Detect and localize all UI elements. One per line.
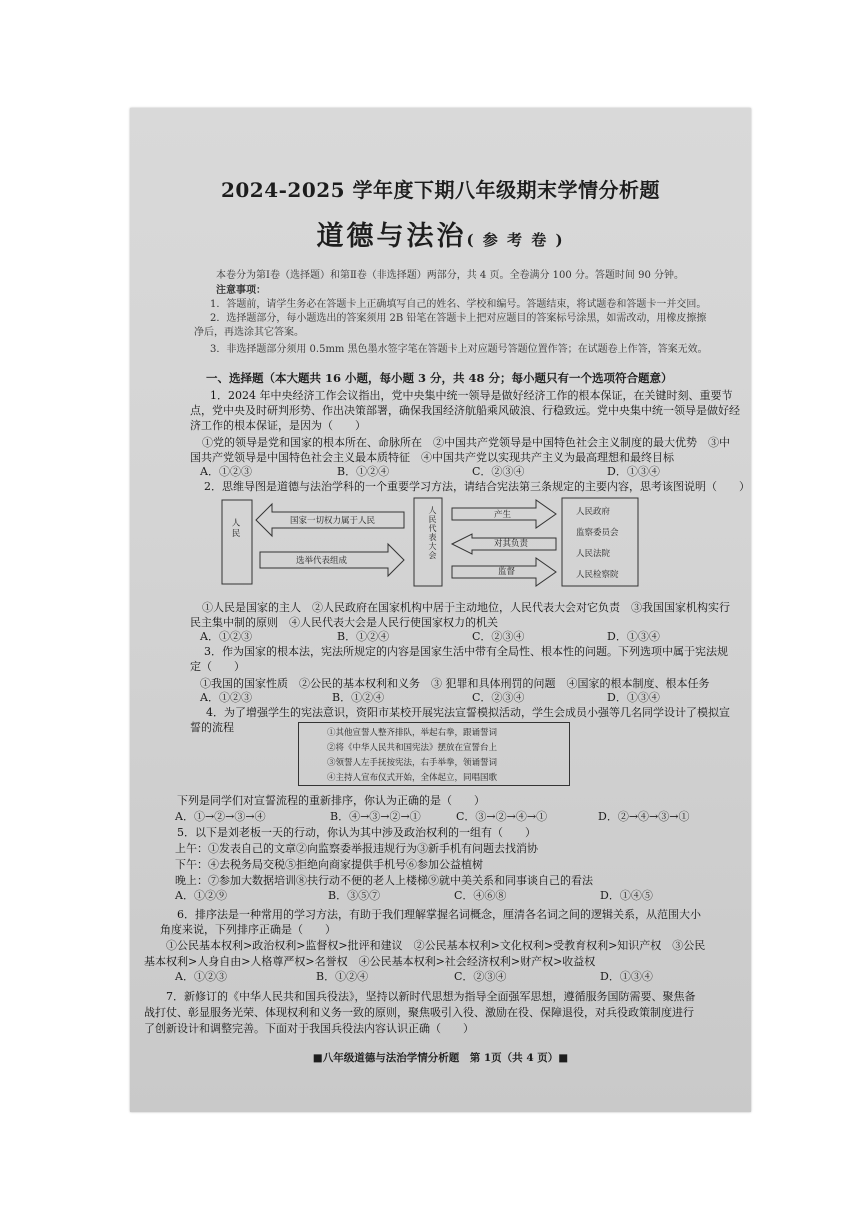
oath-step: ③领誓人左手抚按宪法，右手举拳，领诵誓词 (327, 758, 498, 768)
diagram-congress: 人民代表大会 (428, 506, 437, 560)
q3-line: ①我国的国家性质 ②公民的基本权利和义务 ③ 犯罪和具体刑罚的问题 ④国家的根本制度、根本任务 (200, 677, 710, 690)
q1-option-a: A．①②③ (200, 465, 252, 478)
q6-option-c: C．②③④ (454, 970, 507, 983)
q3-line: 3．作为国家的根本法，宪法所规定的内容是国家生活中带有全局性、根本性的问题。下列选项中属于宪法规 (204, 645, 728, 658)
q7-line: 7．新修订的《中华人民共和国兵役法》，坚持以新时代思想为指导全面强军思想，遵循服务国防需要、聚焦备 (166, 990, 696, 1003)
q3-option-b: B．①②④ (332, 691, 385, 704)
q2-option-c: C．②③④ (472, 630, 525, 643)
q2-line: ①人民是国家的主人 ②人民政府在国家机构中居于主动地位，人民代表大会对它负责 ③我国国家机构实行 (202, 601, 730, 614)
oath-steps-box (298, 722, 570, 786)
q5-line: 下午：④去税务局交税⑤拒绝向商家提供手机号⑥参加公益植树 (175, 858, 483, 871)
notice-heading: 注意事项： (216, 285, 266, 296)
q3-option-c: C．②③④ (472, 691, 525, 704)
q5-option-b: B．③⑤⑦ (328, 889, 381, 902)
diagram-organ: 监察委员会 (576, 528, 619, 538)
q7-line: 了创新设计和调整完善。下面对于我国兵役法内容认识正确（ ） (144, 1022, 474, 1035)
q2-line: 民主集中制的原则 ④人民代表大会是人民行使国家权力的机关 (190, 616, 498, 629)
q6-line: 角度来说，下列排序正确是（ ） (160, 923, 336, 936)
q2-option-a: A．①②③ (200, 630, 252, 643)
q4-line: 誓的流程 (190, 721, 234, 734)
q5-line: 晚上：⑦参加大数据培训⑧扶行动不便的老人上楼梯⑨就中美关系和同事谈自己的看法 (175, 874, 593, 887)
notice-item: 2．选择题部分，每小题选出的答案须用 2B 铅笔在答题卡上把对应题目的答案标号涂黑，如需改动，用橡皮擦擦 (210, 313, 707, 324)
notice-item: 1．答题前，请学生务必在答题卡上正确填写自己的姓名、学校和编号。答题结束，将试题卷和答题卡一并交回。 (210, 299, 707, 310)
oath-step: ④主持人宣布仪式开始，全体起立，同唱国歌 (327, 773, 498, 783)
q3-option-a: A．①②③ (200, 691, 252, 704)
q2-option-b: B．①②④ (337, 630, 390, 643)
q5-option-d: D．①④⑤ (600, 889, 653, 902)
q3-line: 定（ ） (190, 660, 245, 673)
q5-line: 上午：①发表自己的文章②向监察委举报违规行为③新手机有问题去找消协 (175, 842, 538, 855)
diagram-arrow-top: 国家一切权力属于人民 (290, 516, 376, 526)
q6-line: 基本权利>人身自由>人格尊严权>名誉权 ④公民基本权利>社会经济权利>财产权>收益权 (144, 955, 596, 968)
notice-item: 净后，再选涂其它答案。 (194, 327, 304, 338)
section-heading: 一、选择题（本大题共 16 小题，每小题 3 分，共 48 分；每小题只有一个选项符合题意） (206, 371, 673, 385)
q1-line: ①党的领导是党和国家的根本所在、命脉所在 ②中国共产党领导是中国特色社会主义制度的最大优势 ③中 (202, 436, 730, 449)
exam-paper (130, 108, 751, 1112)
oath-step: ②将《中华人民共和国宪法》摆放在宣誓台上 (327, 743, 498, 753)
q4-option-c: C．③→②→④→① (456, 810, 548, 823)
subject-note: ( 参 考 卷 ) (466, 231, 565, 249)
diagram-people: 人民 (230, 518, 240, 539)
q6-line: 6．排序法是一种常用的学习方法，有助于我们理解掌握名词概念，厘清各名词之间的逻辑关系，从范围大小 (177, 908, 701, 921)
q4-line: 4．为了增强学生的宪法意识，资阳市某校开展宪法宣誓模拟活动，学生会成员小强等几名同学设计了模拟宣 (206, 706, 730, 719)
diagram-shapes (220, 496, 690, 592)
q5-line: 5．以下是刘老板一天的行动，你认为其中涉及政治权利的一组有（ ） (177, 826, 536, 839)
q4-option-a: A．①→②→③→④ (175, 810, 266, 823)
q2-stem: 2．思维导图是道德与法治学科的一个重要学习方法，请结合宪法第三条规定的主要内容，思考该图说明（ ） (204, 480, 750, 493)
subject-title (130, 214, 751, 253)
q1-option-d: D．①③④ (607, 465, 660, 478)
diagram-organ: 人民法院 (576, 549, 611, 559)
q6-option-d: D．①③④ (600, 970, 653, 983)
q4-option-d: D．②→④→③→① (598, 810, 690, 823)
q2-option-d: D．①③④ (607, 630, 660, 643)
subject-name: 道德与法治 (316, 221, 467, 252)
q1-option-b: B．①②④ (337, 465, 390, 478)
q7-line: 战打仗、彰显服务光荣、体现权利和义务一致的原则，聚焦吸引入役、激励在役、保障退役，对兵役政策制度进行 (144, 1006, 694, 1019)
intro-text: 本卷分为第Ⅰ卷（选择题）和第Ⅱ卷（非选择题）两部分，共 4 页。全卷满分 100 分。答题时间 90 分钟。 (216, 270, 684, 281)
q4-option-b: B．④→③→②→① (330, 810, 421, 823)
q5-option-a: A．①②⑨ (175, 889, 227, 902)
q1-line: 点，党中央及时研判形势、作出决策部署，确保我国经济航船乘风破浪、行稳致远。党中央集中统一领导是做好经 (190, 404, 740, 417)
q4-question: 下列是同学们对宣誓流程的重新排序，你认为正确的是（ ） (177, 794, 485, 807)
q6-option-b: B．①②④ (316, 970, 369, 983)
diagram-arrow-bottom: 选举代表组成 (296, 556, 348, 566)
diagram-organ: 人民检察院 (576, 570, 619, 580)
q5-option-c: C．④⑥⑧ (454, 889, 507, 902)
oath-step: ①其他宣誓人整齐排队，举起右拳，跟诵誓词 (327, 728, 498, 738)
page-footer: ■八年级道德与法治学情分析题 第 1页（共 4 页）■ (312, 1052, 569, 1064)
exam-title: 2024-2025 学年度下期八年级期末学情分析题 (220, 178, 661, 202)
q1-option-c: C．②③④ (472, 465, 525, 478)
q1-line: 济工作的根本保证，是因为（ ） (190, 419, 366, 432)
q1-line: 1．2024 年中央经济工作会议指出，党中央集中统一领导是做好经济工作的根本保证，在关键时刻、重要节 (210, 389, 733, 402)
diagram-arrow-supervise: 监督 (498, 567, 516, 577)
q1-line: 国共产党领导是中国特色社会主义最本质特征 ④中国共产党以实现共产主义为最高理想和最终目标 (190, 451, 674, 464)
q6-line: ①公民基本权利>政治权利>监督权>批评和建议 ②公民基本权利>文化权利>受教育权利>知识产权 ③公民 (166, 939, 706, 952)
diagram-organ: 人民政府 (576, 507, 611, 517)
q3-option-d: D．①③④ (607, 691, 660, 704)
diagram-arrow-produce: 产生 (494, 510, 512, 520)
q6-option-a: A．①②③ (175, 970, 227, 983)
diagram-arrow-responsible: 对其负责 (494, 539, 529, 549)
notice-item: 3．非选择题部分须用 0.5mm 黑色墨水签字笔在答题卡上对应题号答题位置作答；在试题卷上作答，答案无效。 (210, 344, 708, 355)
